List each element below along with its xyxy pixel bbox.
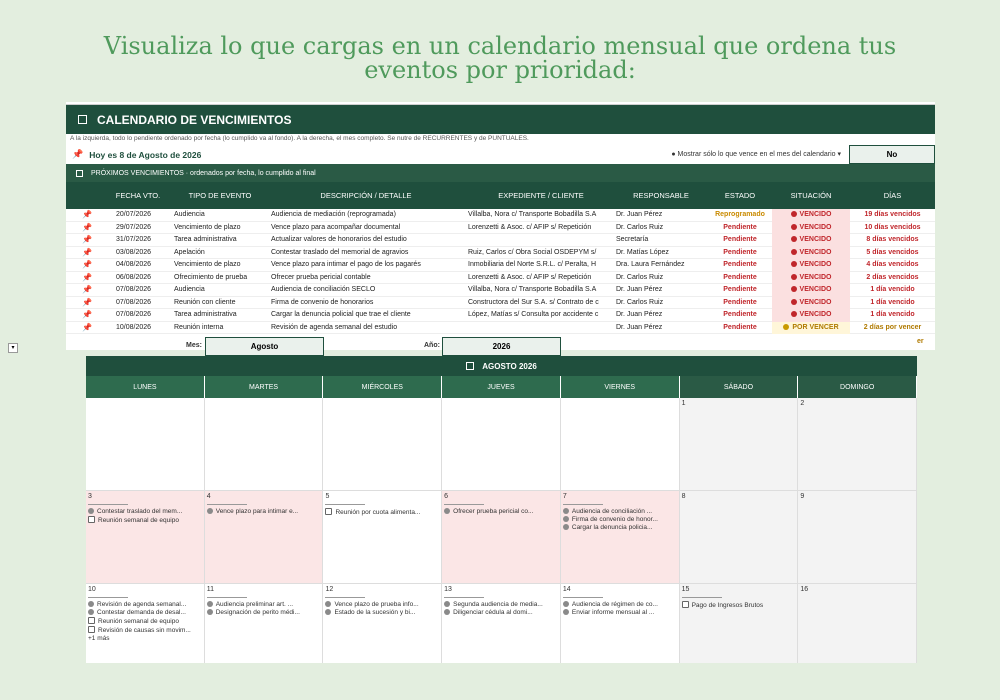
cell-resp: Secretaría xyxy=(616,236,649,243)
cell-exp xyxy=(468,322,611,335)
cell-resp: Dr. Juan Pérez xyxy=(616,286,663,293)
cell-dias: 1 día vencido xyxy=(870,298,915,306)
cutoff-text: er xyxy=(917,338,924,345)
situacion-text: VENCIDO xyxy=(799,211,832,218)
calendar-event[interactable]: Vence plazo de prueba info... xyxy=(325,601,439,609)
cell-estado: Pendiente xyxy=(723,311,757,318)
cell-desc: Firma de convenio de honorarios xyxy=(271,298,374,306)
calendar-day-cell[interactable] xyxy=(561,398,680,490)
day-miercoles: MIÉRCOLES xyxy=(323,376,442,398)
col-desc: DESCRIPCIÓN / DETALLE xyxy=(320,191,412,200)
sheet-title: CALENDARIO DE VENCIMIENTOS xyxy=(97,112,292,127)
calendar-day-cell[interactable] xyxy=(798,491,917,583)
cell-dias: 5 días vencidos xyxy=(866,248,919,256)
cell-situacion xyxy=(772,234,850,247)
situacion-text: VENCIDO xyxy=(799,286,832,293)
table-row[interactable] xyxy=(66,272,935,285)
status-dot-icon xyxy=(783,324,789,330)
situacion-text: VENCIDO xyxy=(799,248,832,256)
cell-exp: Lorenzetti & Asoc. c/ AFIP s/ Repetición xyxy=(468,223,592,231)
cell-situacion xyxy=(772,259,850,272)
pin-icon[interactable]: 📌 xyxy=(82,310,92,319)
divider xyxy=(444,504,484,505)
day-domingo: DOMINGO xyxy=(798,376,917,398)
more-events-link[interactable]: +1 más xyxy=(88,635,110,642)
day-number: 2 xyxy=(800,400,805,407)
day-number: 6 xyxy=(444,493,449,500)
status-dot-icon xyxy=(791,236,797,242)
hero-heading xyxy=(0,34,1000,82)
calendar-icon xyxy=(78,115,87,124)
cell-tipo: Audiencia xyxy=(174,211,205,218)
cell-estado: Pendiente xyxy=(723,273,757,281)
calendar-day-cell[interactable] xyxy=(323,584,442,663)
cell-tipo: Reunión con cliente xyxy=(174,298,236,306)
cell-desc: Contestar traslado del memorial de agravios xyxy=(271,248,409,256)
cell-desc: Vence plazo para acompañar documental xyxy=(271,223,401,231)
cell-fecha: 10/08/2026 xyxy=(116,323,152,331)
calendar-day-cell[interactable] xyxy=(680,584,799,663)
calendar-event[interactable]: Diligenciar cédula al domi... xyxy=(444,609,558,617)
pin-icon[interactable]: 📌 xyxy=(82,272,92,282)
cell-fecha: 07/08/2026 xyxy=(116,298,152,306)
calendar-day-cell[interactable] xyxy=(205,584,324,663)
sheet-subnote: A la izquierda, todo lo pendiente ordenado por fecha (lo cumplido va al fondo). A la derecha, el mes completo. Se nutre de RECURRENTES y de PUNTUALES. xyxy=(70,135,529,142)
calendar-day-cell[interactable] xyxy=(205,491,324,583)
calendar-event[interactable]: Reunión semanal de equipo xyxy=(88,617,202,626)
calendar-day-cell[interactable] xyxy=(680,398,799,490)
table-row[interactable] xyxy=(66,284,935,297)
calendar-event[interactable]: Segunda audiencia de media... xyxy=(444,601,558,609)
pin-icon[interactable]: 📌 xyxy=(82,260,92,269)
cell-estado: Pendiente xyxy=(723,236,757,243)
situacion-text: VENCIDO xyxy=(799,273,832,281)
calendar-icon xyxy=(466,362,474,370)
cell-resp: Dr. Carlos Ruiz xyxy=(616,273,664,281)
calendar-title: AGOSTO 2026 xyxy=(482,361,537,371)
section-title: PRÓXIMOS VENCIMIENTOS · ordenados por fecha, lo cumplido al final xyxy=(91,169,316,177)
col-resp: RESPONSABLE xyxy=(633,191,689,200)
divider xyxy=(563,504,603,505)
pin-icon[interactable]: 📌 xyxy=(82,297,92,307)
table-row[interactable] xyxy=(66,209,935,222)
pin-icon[interactable]: 📌 xyxy=(82,210,92,219)
calendar-event[interactable]: Audiencia de conciliación ... xyxy=(563,508,677,516)
calendar-event[interactable]: Cargar la denuncia policia... xyxy=(563,524,677,532)
cell-resp: Dr. Matías López xyxy=(616,248,669,256)
col-exp: EXPEDIENTE / CLIENTE xyxy=(498,191,584,200)
day-number: 5 xyxy=(325,493,330,500)
day-number: 11 xyxy=(206,586,214,593)
anio-label: Año: xyxy=(424,342,440,349)
col-fecha: FECHA VTO. xyxy=(115,191,161,200)
cell-fecha: 04/08/2026 xyxy=(116,261,152,268)
cell-estado: Reprogramado xyxy=(715,211,765,218)
cell-dias: 1 día vencido xyxy=(870,311,915,318)
table-row[interactable] xyxy=(66,309,935,322)
calendar-day-cell[interactable] xyxy=(798,584,917,663)
table-row[interactable] xyxy=(66,259,935,272)
cell-fecha: 06/08/2026 xyxy=(116,273,152,281)
calendar-event[interactable]: Revisión de agenda semanal... xyxy=(88,601,202,609)
filter-label-text: Mostrar sólo lo que vence en el mes del calendario xyxy=(677,151,836,158)
status-dot-icon xyxy=(791,261,797,267)
day-number: 4 xyxy=(206,493,211,500)
divider xyxy=(325,504,365,505)
hero-line-2: eventos por prioridad: xyxy=(364,56,636,84)
calendar-day-cell[interactable] xyxy=(442,398,561,490)
cell-exp: Ruiz, Carlos c/ Obra Social OSDEPYM s/ xyxy=(468,248,597,256)
cell-dias: 8 días vencidos xyxy=(866,236,919,243)
cell-desc: Vence plazo para intimar el pago de los pagarés xyxy=(271,261,421,268)
status-dot-icon xyxy=(791,211,797,217)
divider xyxy=(563,597,603,598)
cell-tipo: Ofrecimiento de prueba xyxy=(174,273,248,281)
day-number: 15 xyxy=(681,586,690,593)
situacion-text: VENCIDO xyxy=(799,236,832,243)
situacion-text: VENCIDO xyxy=(799,298,832,306)
day-lunes: LUNES xyxy=(86,376,205,398)
calendar-event[interactable]: Contestar demanda de desal... xyxy=(88,609,202,617)
day-number: 12 xyxy=(325,586,334,593)
pin-icon[interactable]: 📌 xyxy=(82,247,92,257)
cell-desc: Audiencia de conciliación SECLO xyxy=(271,286,376,293)
calendar-day-cell[interactable] xyxy=(680,491,799,583)
calendar-event[interactable]: Designación de perito médi... xyxy=(207,609,321,617)
cell-fecha: 07/08/2026 xyxy=(116,311,152,318)
calendar-event[interactable]: Audiencia de régimen de co... xyxy=(563,601,677,609)
calendar-event[interactable]: Pago de Ingresos Brutos xyxy=(682,601,796,610)
cell-resp: Dr. Juan Pérez xyxy=(616,323,663,331)
cell-exp: Villalba, Nora c/ Transporte Bobadilla S.A xyxy=(468,211,597,218)
situacion-text: VENCIDO xyxy=(799,311,832,318)
cell-dias: 4 días vencidos xyxy=(866,261,919,268)
cell-tipo: Vencimiento de plazo xyxy=(174,261,241,268)
divider xyxy=(207,504,247,505)
cell-dias: 10 días vencidos xyxy=(864,223,921,231)
cell-resp: Dra. Laura Fernández xyxy=(616,261,685,268)
cell-tipo: Audiencia xyxy=(174,286,205,293)
day-number: 7 xyxy=(562,493,567,500)
day-number: 13 xyxy=(444,586,452,593)
calendar-event[interactable]: Enviar informe mensual al ... xyxy=(563,609,677,617)
cell-situacion xyxy=(772,297,850,310)
divider xyxy=(682,597,722,598)
cell-tipo: Vencimiento de plazo xyxy=(174,223,241,231)
day-number: 14 xyxy=(562,586,571,593)
cell-resp: Dr. Juan Pérez xyxy=(616,311,663,318)
month-year-selector xyxy=(66,337,935,356)
cell-tipo: Tarea administrativa xyxy=(174,236,237,243)
cell-dias: 1 día vencido xyxy=(870,286,915,293)
calendar-event[interactable]: Revisión de causas sin movim... xyxy=(88,626,202,635)
divider xyxy=(207,597,247,598)
day-number: 9 xyxy=(800,493,805,500)
cell-fecha: 07/08/2026 xyxy=(116,286,152,293)
day-number: 10 xyxy=(88,586,96,593)
cell-exp: Lorenzetti & Asoc. c/ AFIP s/ Repetición xyxy=(468,273,592,281)
cell-exp: Constructora del Sur S.A. s/ Contrato de c xyxy=(468,298,599,306)
divider xyxy=(325,597,365,598)
cell-fecha: 03/08/2026 xyxy=(116,248,152,256)
status-dot-icon xyxy=(791,224,797,230)
cell-estado: Pendiente xyxy=(723,286,757,293)
status-dot-icon xyxy=(791,299,797,305)
calendar-header xyxy=(86,356,917,376)
table-row[interactable] xyxy=(66,297,935,310)
calendar-week xyxy=(86,584,917,663)
table-row[interactable] xyxy=(66,234,935,247)
day-jueves: JUEVES xyxy=(442,376,561,398)
calendar-event[interactable]: Estado de la sucesión y bi... xyxy=(325,609,439,617)
status-dot-icon xyxy=(791,311,797,317)
calendar-event[interactable]: Contestar traslado del mem... xyxy=(88,508,202,516)
spreadsheet-upcoming xyxy=(66,102,935,350)
cell-tipo: Reunión interna xyxy=(174,323,224,331)
status-dot-icon xyxy=(791,286,797,292)
day-martes: MARTES xyxy=(205,376,324,398)
weekday-header xyxy=(86,376,917,398)
calendar-event[interactable]: Audiencia preliminar art. ... xyxy=(207,601,321,609)
col-estado: ESTADO xyxy=(724,191,756,200)
cell-situacion xyxy=(772,209,850,222)
situacion-text: POR VENCER xyxy=(792,323,839,331)
upcoming-table-body xyxy=(66,209,935,334)
filter-dropdown[interactable]: No xyxy=(849,145,935,164)
day-number: 8 xyxy=(681,493,686,500)
cell-desc: Ofrecer prueba pericial contable xyxy=(271,273,371,281)
cell-resp: Dr. Juan Pérez xyxy=(616,211,663,218)
calendar-day-cell[interactable] xyxy=(442,584,561,663)
col-tipo: TIPO DE EVENTO xyxy=(188,191,252,200)
cell-resp: Dr. Carlos Ruiz xyxy=(616,223,664,231)
cell-dias: 2 días vencidos xyxy=(866,273,919,281)
table-row[interactable] xyxy=(66,322,935,335)
upcoming-section-bar xyxy=(66,164,935,182)
cell-resp: Dr. Carlos Ruiz xyxy=(616,298,664,306)
cell-estado: Pendiente xyxy=(723,248,757,256)
cell-desc: Audiencia de mediación (reprogramada) xyxy=(271,211,396,218)
calendar-week xyxy=(86,398,917,491)
calendar-event[interactable]: Reunión semanal de equipo xyxy=(88,516,202,525)
col-dias: DÍAS xyxy=(883,191,902,200)
cell-fecha: 20/07/2026 xyxy=(116,211,152,218)
calendar-day-cell[interactable] xyxy=(323,491,442,583)
anio-select[interactable]: 2026 xyxy=(442,337,561,356)
day-number: 1 xyxy=(681,400,686,407)
pin-icon[interactable]: 📌 xyxy=(82,222,92,232)
day-number: 16 xyxy=(800,586,809,593)
divider xyxy=(444,597,484,598)
calendar-week xyxy=(86,491,917,584)
cell-exp: Inmobiliaria del Norte S.R.L. c/ Peralta, H xyxy=(468,261,596,268)
col-situacion: SITUACIÓN xyxy=(790,191,832,200)
cell-estado: Pendiente xyxy=(723,323,757,331)
month-calendar xyxy=(86,356,917,663)
cell-desc: Revisión de agenda semanal del estudio xyxy=(271,323,398,331)
calendar-day-cell[interactable] xyxy=(86,398,205,490)
calendar-day-cell[interactable] xyxy=(798,398,917,490)
cell-desc: Cargar la denuncia policial que trae el cliente xyxy=(271,311,411,318)
cell-dias: 19 días vencidos xyxy=(864,211,921,218)
situacion-text: VENCIDO xyxy=(799,261,832,268)
cell-estado: Pendiente xyxy=(723,223,757,231)
today-bar xyxy=(66,145,935,164)
cell-fecha: 29/07/2026 xyxy=(116,223,152,231)
calendar-event[interactable]: Vence plazo para intimar e... xyxy=(207,508,321,516)
divider xyxy=(88,597,128,598)
cell-situacion xyxy=(772,322,850,335)
sheet-title-bar xyxy=(66,105,935,134)
calendar-grid xyxy=(86,398,917,663)
cell-estado: Pendiente xyxy=(723,261,757,268)
calendar-day-cell[interactable] xyxy=(561,491,680,583)
pin-icon[interactable]: 📌 xyxy=(82,322,92,332)
cell-situacion xyxy=(772,247,850,260)
cell-exp xyxy=(468,234,611,247)
cell-dias: 2 días por vencer xyxy=(863,323,922,331)
cell-exp: López, Matías s/ Consulta por accidente c xyxy=(468,311,599,318)
calendar-day-cell[interactable] xyxy=(205,398,324,490)
cell-desc: Actualizar valores de honorarios del estudio xyxy=(271,236,407,243)
calendar-day-cell[interactable] xyxy=(323,398,442,490)
pin-icon[interactable]: 📌 xyxy=(82,285,92,294)
table-header xyxy=(66,182,935,209)
calendar-day-cell[interactable] xyxy=(86,584,205,663)
mes-label: Mes: xyxy=(186,342,202,349)
cell-exp: Villalba, Nora c/ Transporte Bobadilla S.A xyxy=(468,286,597,293)
hero-line-1: Visualiza lo que cargas en un calendario mensual que ordena tus xyxy=(103,32,897,60)
pin-icon: 📌 xyxy=(72,149,84,159)
table-row[interactable] xyxy=(66,222,935,235)
calendar-day-cell[interactable] xyxy=(86,491,205,583)
list-icon xyxy=(76,170,83,177)
situacion-text: VENCIDO xyxy=(799,223,832,231)
calendar-day-cell[interactable] xyxy=(561,584,680,663)
calendar-day-cell[interactable] xyxy=(442,491,561,583)
filter-label: ● Mostrar sólo lo que vence en el mes del calendario ▾ xyxy=(671,151,841,158)
cell-situacion xyxy=(772,272,850,285)
cell-estado: Pendiente xyxy=(723,298,757,306)
cell-situacion xyxy=(772,309,850,322)
table-row[interactable] xyxy=(66,247,935,260)
status-dot-icon xyxy=(791,274,797,280)
divider xyxy=(88,504,128,505)
today-label: Hoy es 8 de Agosto de 2026 xyxy=(89,149,202,160)
cell-tipo: Apelación xyxy=(174,248,205,256)
calendar-event[interactable]: Reunión por cuota alimenta... xyxy=(325,508,439,517)
day-number: 3 xyxy=(88,493,92,500)
sheet-corner-dropdown[interactable]: ▾ xyxy=(8,343,18,353)
calendar-event[interactable]: Firma de convenio de honor... xyxy=(563,516,677,524)
cell-situacion xyxy=(772,222,850,235)
cell-tipo: Tarea administrativa xyxy=(174,311,237,318)
day-sabado: SÁBADO xyxy=(680,376,799,398)
calendar-event[interactable]: Ofrecer prueba pericial co... xyxy=(444,508,558,516)
pin-icon[interactable]: 📌 xyxy=(82,235,92,244)
cell-situacion xyxy=(772,284,850,297)
mes-select[interactable]: Agosto xyxy=(205,337,324,356)
cell-fecha: 31/07/2026 xyxy=(116,236,152,243)
status-dot-icon xyxy=(791,249,797,255)
day-viernes: VIERNES xyxy=(561,376,680,398)
